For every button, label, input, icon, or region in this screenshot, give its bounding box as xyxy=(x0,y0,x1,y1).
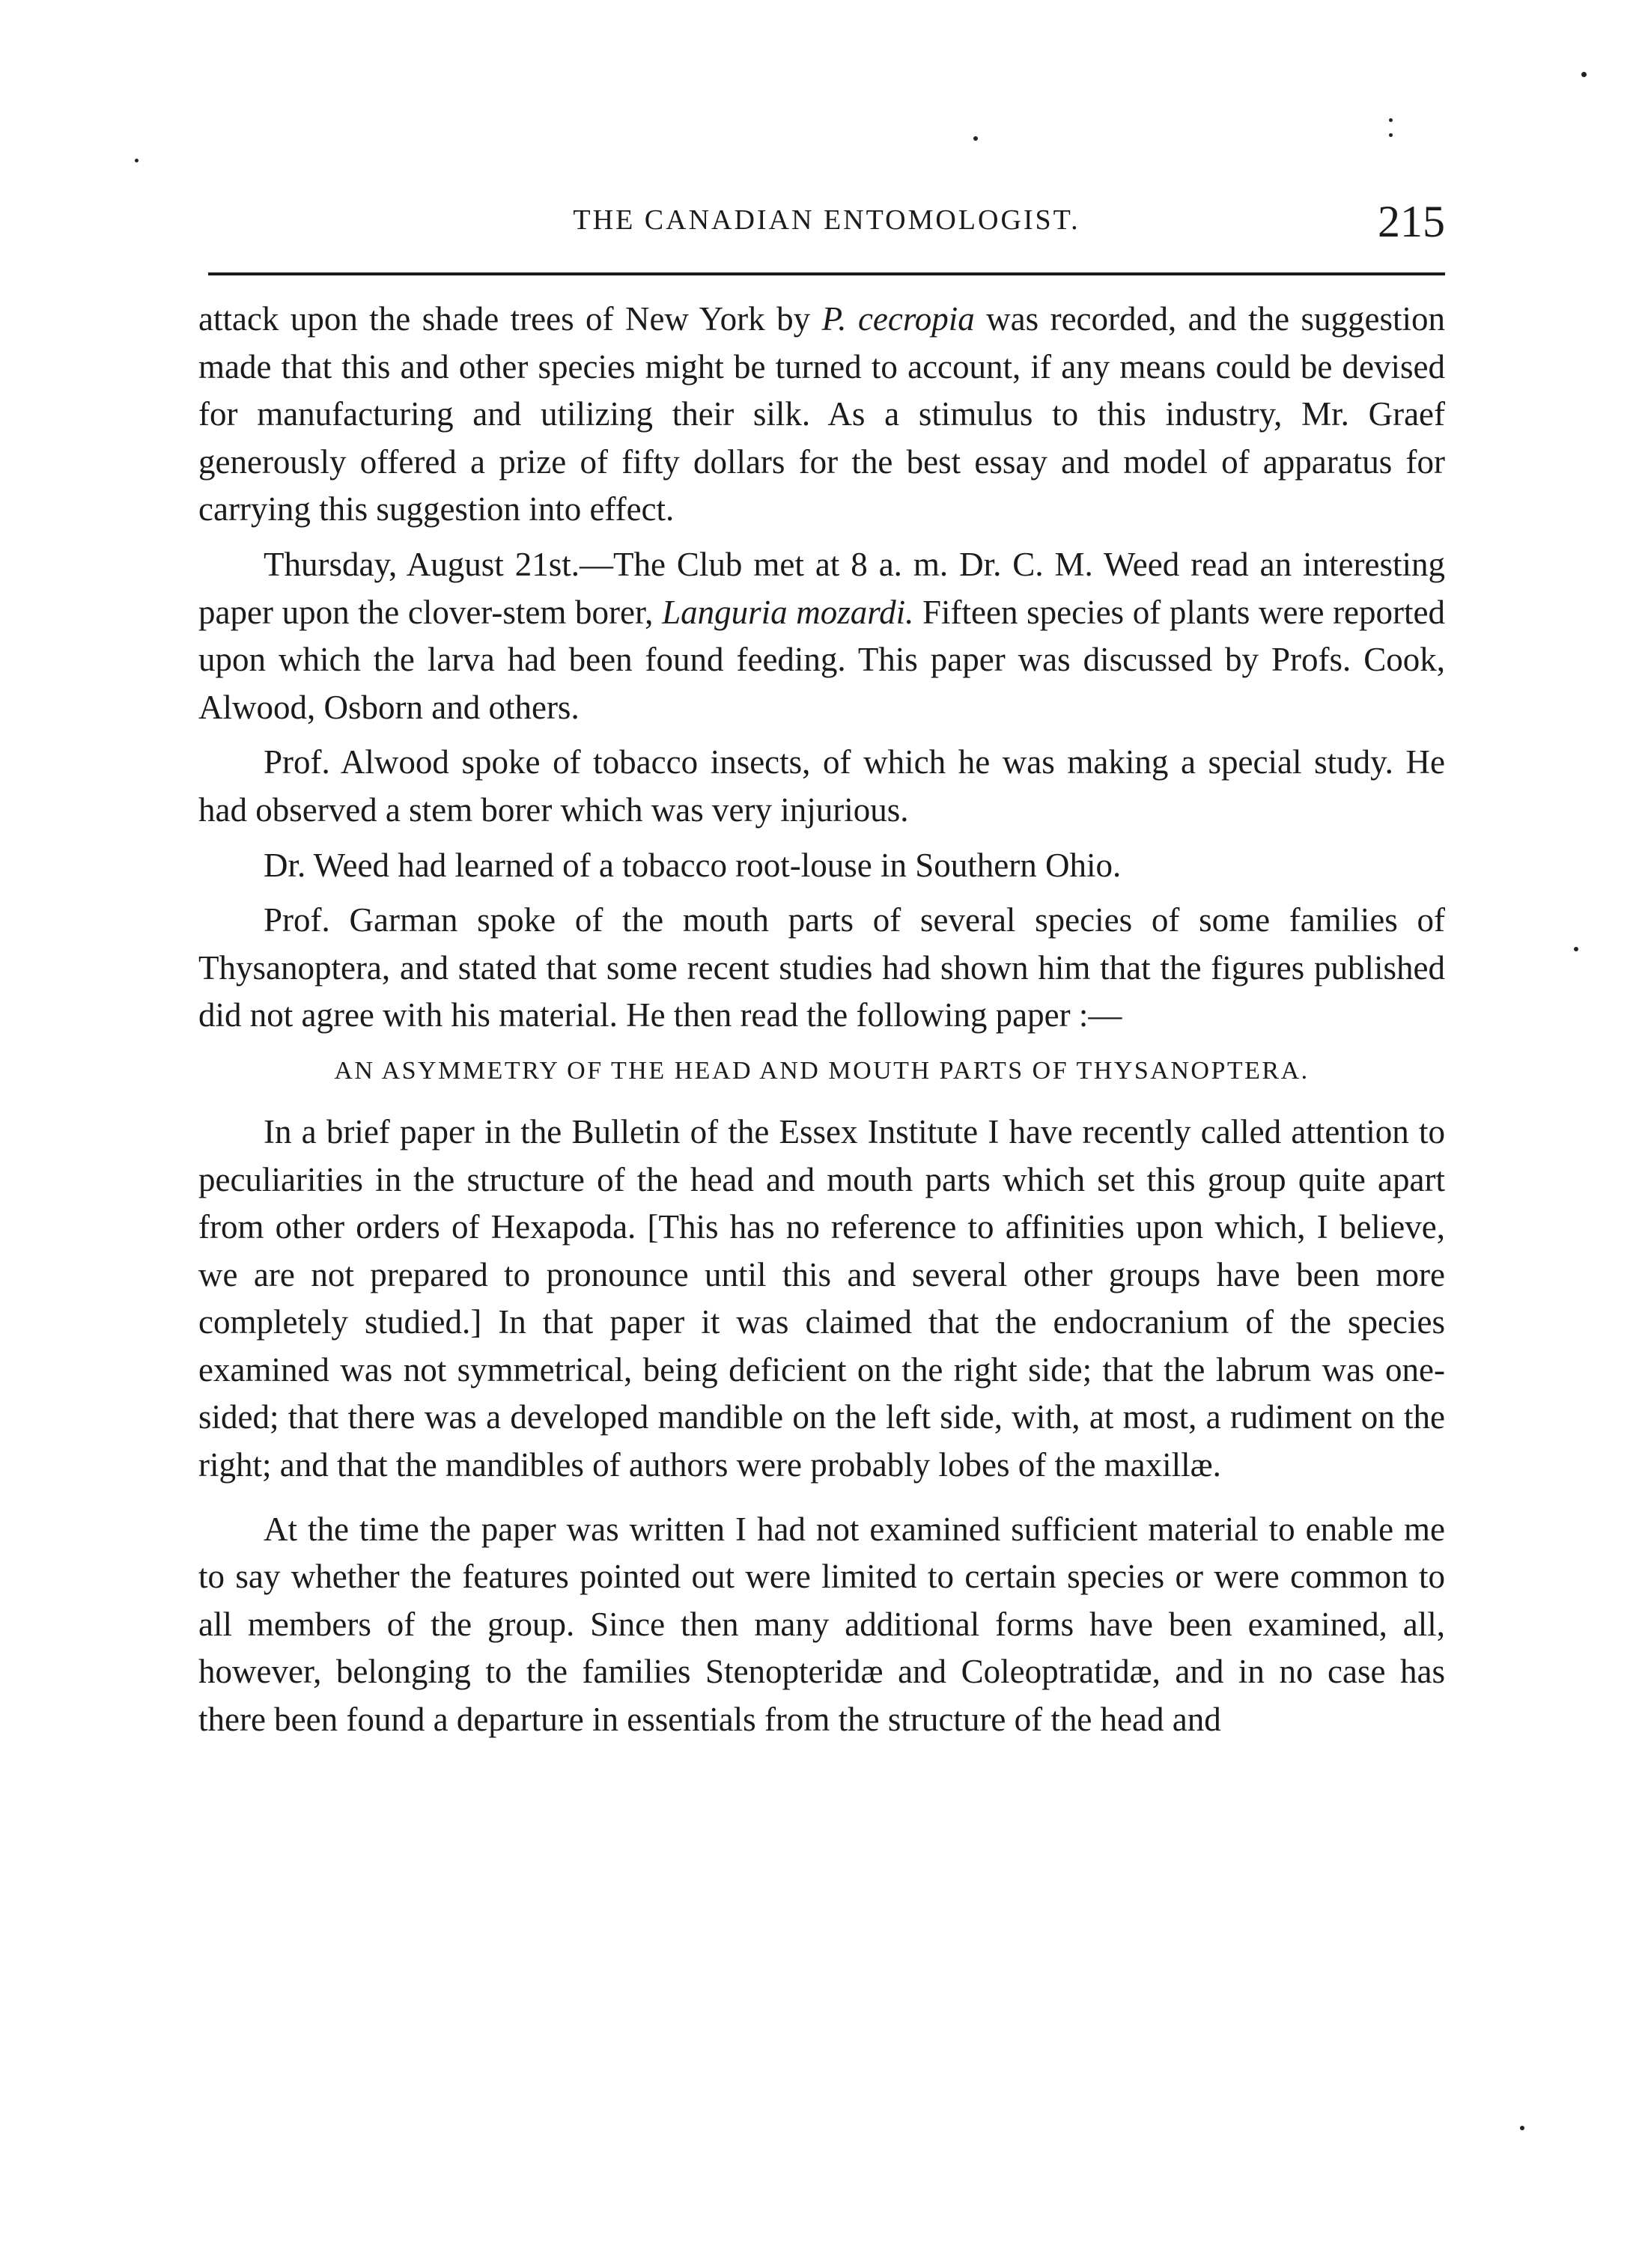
paragraph-thursday xyxy=(198,541,1445,731)
scan-speck xyxy=(973,136,978,141)
paragraph-alwood: Prof. Alwood spoke of tobacco insects, of which he was making a special study. He had observed a stem borer which was very injurious. xyxy=(198,743,1445,829)
paragraph-text: Thursday, August 21st.—The Club met at 8 a. m. Dr. C. M. Weed read an interesting paper upon the clover-stem borer, xyxy=(198,545,1445,631)
page-number: 215 xyxy=(1378,197,1445,246)
species-name-italic: Languria mozardi. xyxy=(662,593,914,631)
scan-speck xyxy=(1520,2126,1524,2130)
paragraph-asymmetry-continued: At the time the paper was written I had not examined sufficient material to enable me to say whether the features pointed out were limited to certain species or were common to all members of the group. Since then many additional forms have been examined, all, however, belonging to the families Stenopteridæ and Coleoptratidæ, and in no case has there been found a departure in essentials from the structure of the head and xyxy=(198,1510,1445,1739)
paragraph-text: attack upon the shade trees of New York by xyxy=(198,300,822,338)
scan-speck xyxy=(1581,72,1587,77)
paragraph-weed: Dr. Weed had learned of a tobacco root-louse in Southern Ohio. xyxy=(264,846,1122,884)
page-header xyxy=(208,196,1445,263)
running-title: THE CANADIAN ENTOMOLOGIST. xyxy=(573,204,1080,236)
scan-speck xyxy=(135,159,139,162)
scan-speck xyxy=(1389,118,1393,122)
scan-speck xyxy=(1389,133,1393,137)
body-text xyxy=(198,296,1445,1752)
paragraph-continuation xyxy=(198,296,1445,534)
header-rule xyxy=(208,272,1445,275)
paragraph-garman: Prof. Garman spoke of the mouth parts of several species of some families of Thysanoptera, and stated that some recent studies had shown him that the figures published did not agree with his material. He then read the following paper :— xyxy=(198,901,1445,1034)
scan-speck xyxy=(1574,947,1578,951)
species-name-italic: P. cecropia xyxy=(821,300,975,338)
paragraph-text: Fifteen species of plants were reported upon which the larva had been found feeding. This paper was discussed by Profs. Cook, Alwood, Osborn and others. xyxy=(198,593,1445,726)
section-heading: AN ASYMMETRY OF THE HEAD AND MOUTH PARTS OF THYSANOPTERA. xyxy=(334,1056,1310,1085)
paragraph-text: was recorded, and the suggestion made that this and other species might be turned to account, if any means could be devised for manufacturing and utilizing their silk. As a stimulus to this industry, Mr. Graef generously offered a prize of fifty dollars for the best essay and model of apparatus for carrying this suggestion into effect. xyxy=(198,300,1446,528)
paragraph-asymmetry-intro: In a brief paper in the Bulletin of the Essex Institute I have recently called attention to peculiarities in the structure of the head and mouth parts which set this group quite apart from other orders of Hexapoda. [This has no reference to affinities upon which, I believe, we are not prepared to pronounce until this and several other groups have been more completely studied.] In that paper it was claimed that the endocranium of the species examined was not symmetrical, being deficient on the right side; that the labrum was one-sided; that there was a developed mandible on the left side, with, at most, a rudiment on the right; and that the mandibles of authors were probably lobes of the maxillæ. xyxy=(198,1112,1445,1484)
paragraph-gap xyxy=(198,1497,1445,1506)
